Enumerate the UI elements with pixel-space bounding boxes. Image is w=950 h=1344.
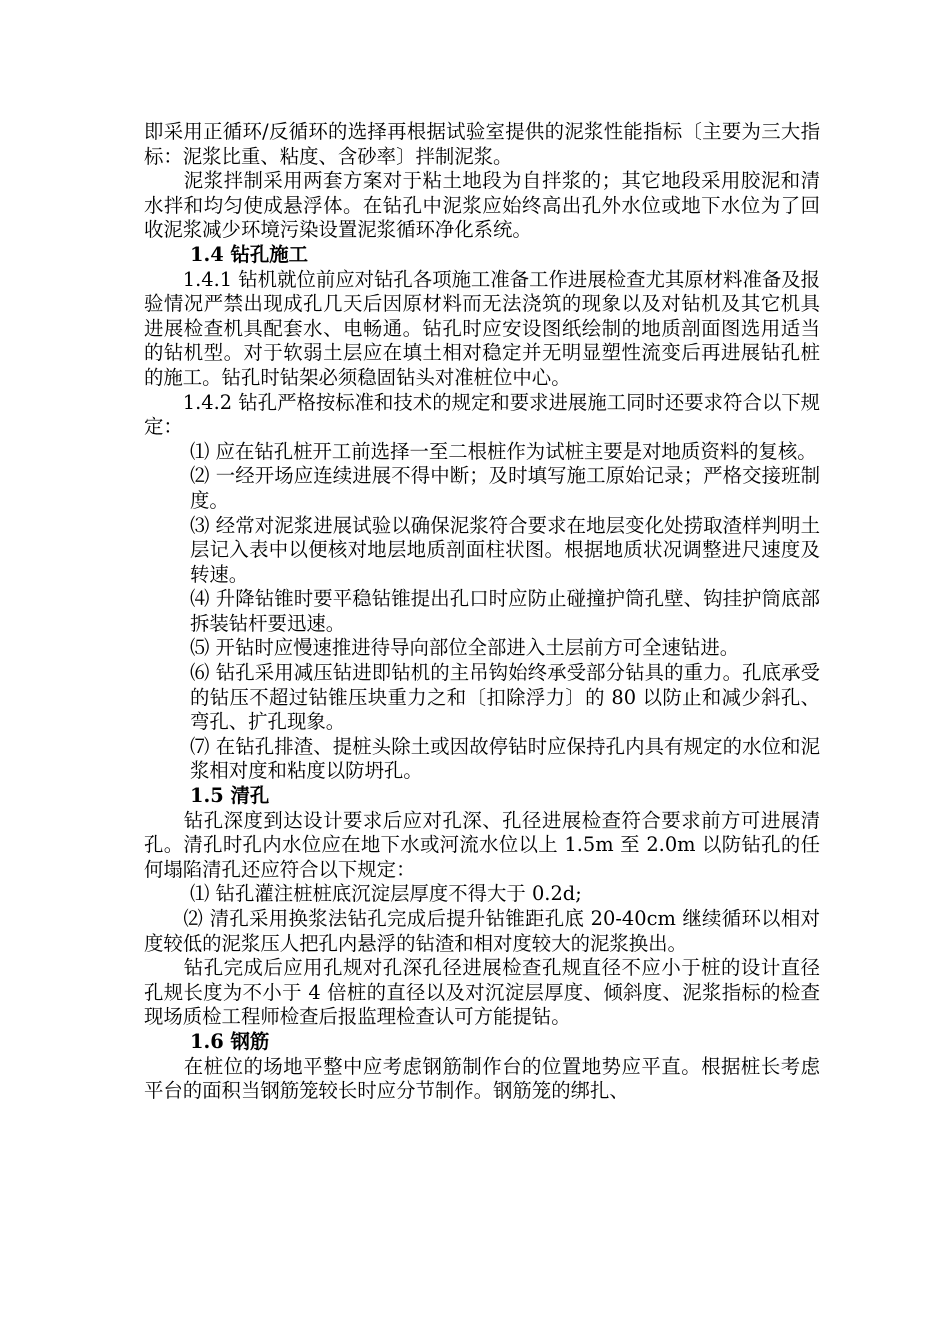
list-item: ⑵ 一经开场应连续进展不得中断；及时填写施工原始记录；严格交接班制度。 <box>190 464 820 512</box>
list-item: ⑴ 钻孔灌注桩桩底沉淀层厚度不得大于 0.2d; <box>190 882 582 906</box>
list-item: ⑹ 钻孔采用减压钻进即钻机的主吊钩始终承受部分钻具的重力。孔底承受的钻压不超过钻锥压块重力之和〔扣除浮力〕的 80 以防止和减少斜孔、弯孔、扩孔现象。 <box>190 661 820 734</box>
list-item: ⑷ 升降钻锥时要平稳钻锥提出孔口时应防止碰撞护筒孔壁、钩挂护筒底部拆装钻杆要迅速。 <box>190 587 820 635</box>
paragraph: 钻孔深度到达设计要求后应对孔深、孔径进展检查符合要求前方可进展清孔。清孔时孔内水位应在地下水或河流水位以上 1.5m 至 2.0m 以防钻孔的任何塌陷清孔还应符合以下规定： <box>144 808 820 881</box>
list-item: ⑸ 开钻时应慢速推进待导向部位全部进入土层前方可全速钻进。 <box>190 636 740 660</box>
list-item: ⑺ 在钻孔排渣、提桩头除土或因故停钻时应保持孔内具有规定的水位和泥浆相对度和粘度以防坍孔。 <box>190 734 820 783</box>
list-item: ⑶ 经常对泥浆进展试验以确保泥浆符合要求在地层变化处捞取渣样判明土层记入表中以便核对地层地质剖面柱状图。根据地质状况调整进尺速度及转速。 <box>190 513 820 586</box>
paragraph: 1.4.2 钻孔严格按标准和技术的规定和要求进展施工同时还要求符合以下规定： <box>144 390 821 439</box>
paragraph: 即采用正循环/反循环的选择再根据试验室提供的泥浆性能指标〔主要为三大指标：泥浆比重、粘度、含砂率〕拌制泥浆。 <box>144 120 820 168</box>
section-heading: 1.6 钢筋 <box>190 1029 270 1053</box>
paragraph: ⑵ 清孔采用换浆法钻孔完成后提升钻锥距孔底 20-40cm 继续循环以相对度较低的泥浆压人把孔内悬浮的钻渣和相对度较大的泥浆换出。 <box>144 907 820 955</box>
paragraph: 在桩位的场地平整中应考虑钢筋制作台的位置地势应平直。根据桩长考虑平台的面积当钢筋笼较长时应分节制作。钢筋笼的绑扎、 <box>144 1054 820 1103</box>
paragraph: 钻孔完成后应用孔规对孔深孔径进展检查孔规直径不应小于桩的设计直径孔规长度为不小于 4 倍桩的直径以及对沉淀层厚度、倾斜度、泥浆指标的检查现场质检工程师检查后报监理检查认可方能提钻。 <box>144 956 820 1029</box>
section-heading: 1.5 清孔 <box>190 784 270 808</box>
paragraph: 泥浆拌制采用两套方案对于粘土地段为自拌浆的；其它地段采用胶泥和清水拌和均匀使成悬浮体。在钻孔中泥浆应始终高出孔外水位或地下水位为了回收泥浆减少环境污染设置泥浆循环净化系统。 <box>144 169 820 242</box>
document-page <box>144 120 820 1104</box>
section-heading: 1.4 钻孔施工 <box>190 242 309 266</box>
paragraph: 1.4.1 钻机就位前应对钻孔各项施工准备工作进展检查尤其原材料准备及报验情况严禁出现成孔几天后因原材料而无法浇筑的现象以及对钻机及其它机具进展检查机具配套水、电畅通。钻孔时应安设图纸绘制的地质剖面图选用适当的钻机型。对于软弱土层应在填土相对稳定并无明显塑性流变后再进展钻孔桩的施工。钻孔时钻架必须稳固钻头对准桩位中心。 <box>144 267 821 389</box>
list-item: ⑴ 应在钻孔桩开工前选择一至二根桩作为试桩主要是对地质资料的复核。 <box>190 439 817 463</box>
